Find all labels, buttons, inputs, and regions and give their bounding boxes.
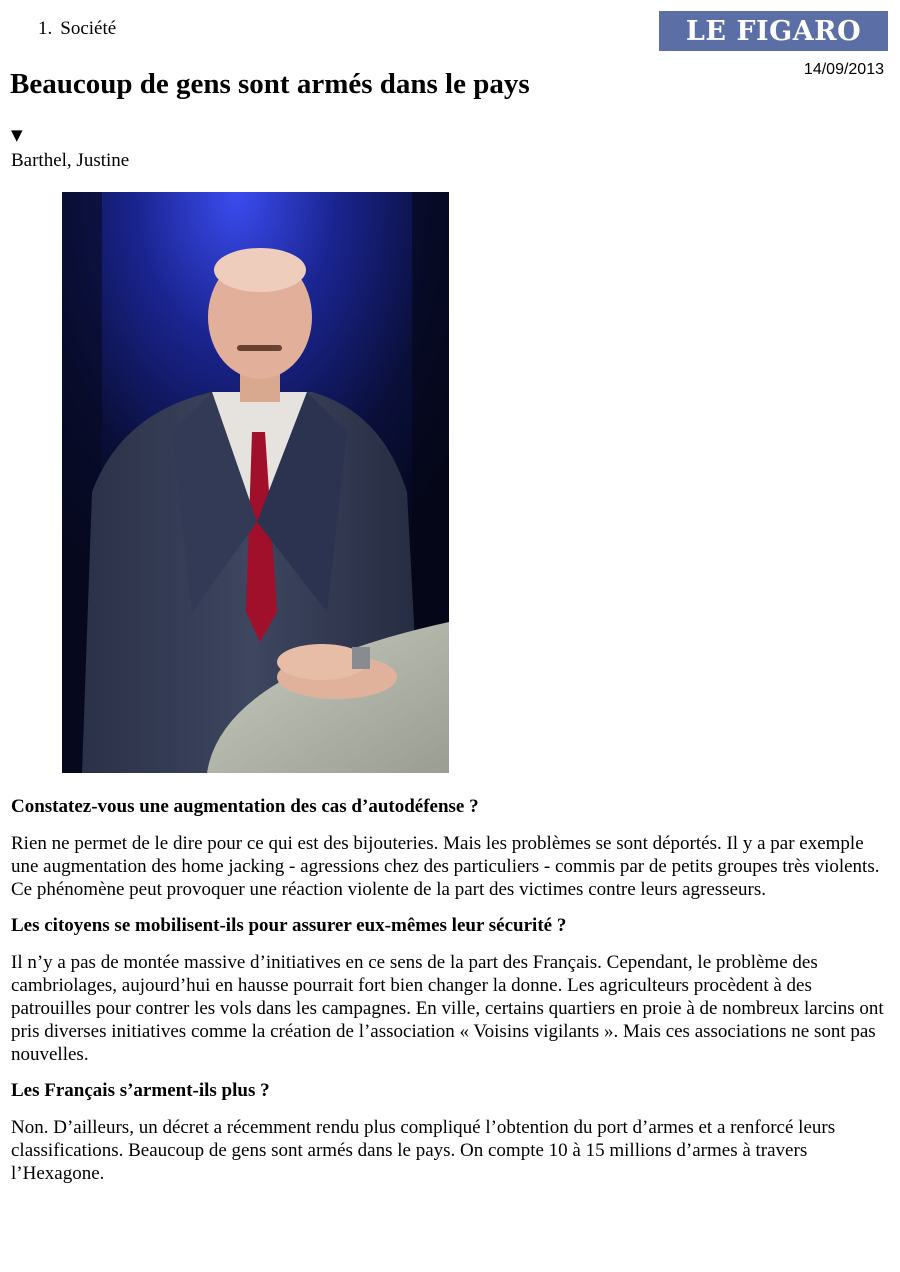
interview-question: Les Français s’arment-ils plus ? <box>11 1080 270 1101</box>
interview-question: Constatez-vous une augmentation des cas d’autodéfense ? <box>11 796 479 817</box>
collapse-triangle-icon[interactable]: ▼ <box>11 126 23 144</box>
section-number: 1. <box>38 18 53 39</box>
section-breadcrumb <box>38 17 116 41</box>
interview-question: Les citoyens se mobilisent-ils pour assurer eux-mêmes leur sécurité ? <box>11 915 567 936</box>
interview-answer: Rien ne permet de le dire pour ce qui est des bijouteries. Mais les problèmes se sont déportés. Il y a par exemple une augmentation des home jacking - agressions chez des particuliers - commis par de petits groupes très violents. Ce phénomène peut provoquer une réaction violente de la part des victimes contre leurs agresseurs. <box>11 833 880 900</box>
interview-answer: Non. D’ailleurs, un décret a récemment rendu plus compliqué l’obtention du port d’armes et a renforcé leurs classifications. Beaucoup de gens sont armés dans le pays. On compte 10 à 15 millions d’armes à travers l’Hexagone. <box>11 1117 836 1184</box>
article-title: Beaucoup de gens sont armés dans le pays <box>10 68 530 100</box>
article-photo <box>62 192 449 773</box>
interview-answer: Il n’y a pas de montée massive d’initiatives en ce sens de la part des Français. Cependant, le problème des cambriolages, aujourd’hui en hausse pourrait fort bien changer la donne. Les agriculteurs procèdent à des patrouilles pour contrer les vols dans les campagnes. En ville, certains quartiers en proie à de nombreux larcins ont pris diverses initiatives comme la création de l’association « Voisins vigilants ». Mais ces associations ne sont pas nouvelles. <box>11 952 884 1065</box>
article-body <box>11 795 891 1185</box>
logo-text: LE FIGARO <box>685 15 862 47</box>
le-figaro-logo <box>659 11 888 51</box>
article-author: Barthel, Justine <box>11 150 130 171</box>
publication-date: 14/09/2013 <box>803 61 884 78</box>
section-name[interactable]: Société <box>60 18 117 39</box>
